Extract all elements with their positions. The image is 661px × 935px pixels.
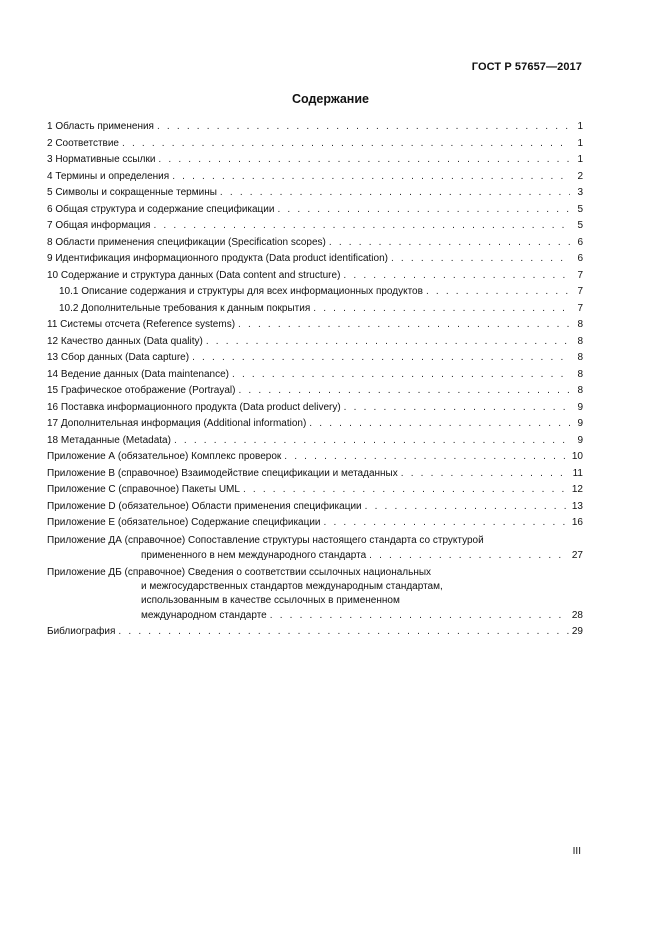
toc-entry[interactable] bbox=[47, 367, 583, 384]
dot-leader bbox=[220, 185, 570, 202]
toc-entry[interactable] bbox=[47, 152, 583, 169]
toc-entry[interactable] bbox=[47, 334, 583, 351]
toc-title: Содержание bbox=[291, 92, 369, 106]
dot-leader bbox=[365, 499, 569, 516]
toc-entry-label: Приложение В (справочное) Взаимодействие спецификации и метаданных bbox=[47, 467, 398, 479]
toc-entry-label: Приложение ДБ (справочное) Сведения о соответствии ссылочных национальных bbox=[47, 566, 432, 578]
toc-entry-label: Приложение С (справочное) Пакеты UML bbox=[47, 484, 240, 495]
toc-subentry[interactable] bbox=[47, 301, 583, 318]
toc-entry[interactable] bbox=[47, 268, 583, 285]
toc-entry-annex[interactable] bbox=[47, 499, 583, 516]
dot-leader bbox=[243, 482, 569, 499]
toc-entry-page: 9 bbox=[577, 434, 583, 446]
toc-entry-label: Приложение Е (обязательное) Содержание спецификации bbox=[47, 517, 321, 528]
toc-entry-page: 10 bbox=[571, 451, 583, 462]
toc-entry-label: 17 Дополнительная информация (Additional information) bbox=[47, 418, 307, 429]
toc-entry-label: 9 Идентификация информационного продукта (Data product identification) bbox=[47, 253, 388, 264]
toc-entry-page: 27 bbox=[571, 549, 583, 561]
toc-entry-page: 8 bbox=[577, 319, 583, 330]
toc-entry-annex[interactable] bbox=[47, 449, 583, 466]
dot-leader bbox=[426, 284, 570, 301]
toc-entry-label: 1 Область применения bbox=[47, 121, 154, 132]
toc-entry-annex-db[interactable] bbox=[47, 566, 583, 624]
toc-entry-page: 1 bbox=[577, 121, 583, 132]
toc-entry-label: 16 Поставка информационного продукта (Data product delivery) bbox=[47, 401, 341, 413]
toc-entry[interactable] bbox=[47, 400, 583, 417]
dot-leader bbox=[329, 235, 570, 252]
toc-entry-label: 10 Содержание и структура данных (Data content and structure) bbox=[47, 269, 341, 281]
toc-entry-label: Приложение D (обязательное) Области применения спецификации bbox=[47, 500, 362, 512]
toc-entry[interactable] bbox=[47, 416, 583, 433]
toc-entry[interactable] bbox=[47, 136, 583, 153]
toc-entry[interactable] bbox=[47, 251, 583, 268]
toc-entry-page: 7 bbox=[577, 302, 583, 314]
toc-entry-page: 5 bbox=[577, 203, 583, 215]
toc-entry-page: 2 bbox=[577, 170, 583, 182]
toc-entry-label: 6 Общая структура и содержание спецификации bbox=[47, 203, 275, 215]
toc-entry-page: 8 bbox=[577, 335, 583, 347]
dot-leader bbox=[192, 350, 570, 367]
toc-entry-label: 5 Символы и сокращенные термины bbox=[47, 187, 217, 198]
toc-entry-page: 12 bbox=[571, 484, 583, 495]
dot-leader bbox=[118, 624, 568, 641]
toc-entry[interactable] bbox=[47, 218, 583, 235]
toc-entry-label: 11 Системы отсчета (Reference systems) bbox=[47, 319, 236, 330]
dot-leader bbox=[174, 433, 570, 450]
toc-entry-annex[interactable] bbox=[47, 515, 583, 532]
toc-entry[interactable] bbox=[47, 317, 583, 334]
dot-leader bbox=[153, 218, 570, 235]
toc-entry-page: 8 bbox=[577, 385, 583, 396]
toc-entry-label: и межгосударственных стандартов международным стандартам, bbox=[141, 580, 443, 592]
toc-entry-annex-da[interactable] bbox=[47, 534, 583, 564]
toc-entry-label: 18 Метаданные (Metadata) bbox=[47, 434, 171, 446]
dot-leader bbox=[206, 334, 570, 351]
table-of-contents bbox=[47, 119, 583, 640]
toc-entry-page: 6 bbox=[577, 236, 583, 248]
toc-entry-label: 14 Ведение данных (Data maintenance) bbox=[47, 368, 229, 380]
dot-leader bbox=[172, 169, 570, 186]
toc-entry-page: 9 bbox=[577, 418, 583, 429]
toc-entry-page: 28 bbox=[571, 609, 583, 621]
toc-entry-label: Приложение ДА (справочное) Сопоставление структуры настоящего стандарта со структурой bbox=[47, 534, 484, 546]
toc-entry-label: 3 Нормативные ссылки bbox=[47, 154, 156, 165]
dot-leader bbox=[369, 548, 569, 564]
dot-leader bbox=[309, 416, 570, 433]
dot-leader bbox=[344, 400, 570, 417]
toc-entry-page: 9 bbox=[577, 401, 583, 413]
toc-entry-label: 12 Качество данных (Data quality) bbox=[47, 335, 203, 347]
dot-leader bbox=[391, 251, 570, 268]
toc-entry[interactable] bbox=[47, 350, 583, 367]
dot-leader bbox=[401, 466, 570, 483]
toc-entry[interactable] bbox=[47, 235, 583, 252]
toc-entry-page: 16 bbox=[571, 517, 583, 528]
toc-entry-page: 13 bbox=[571, 500, 583, 512]
toc-entry-page: 3 bbox=[577, 187, 583, 198]
toc-entry-page: 8 bbox=[577, 368, 583, 380]
toc-entry-label: примененного в нем международного стандарта bbox=[141, 549, 367, 561]
toc-entry-bibliography[interactable] bbox=[47, 624, 583, 641]
toc-entry[interactable] bbox=[47, 383, 583, 400]
toc-entry-page: 8 bbox=[577, 352, 583, 363]
toc-entry-label: использованным в качестве ссылочных в примененном bbox=[141, 594, 400, 606]
toc-entry-label: 13 Сбор данных (Data capture) bbox=[47, 352, 190, 363]
dot-leader bbox=[238, 383, 570, 400]
toc-entry-label: 4 Термины и определения bbox=[47, 170, 170, 182]
toc-entry[interactable] bbox=[47, 433, 583, 450]
dot-leader bbox=[270, 608, 569, 624]
dot-leader bbox=[238, 317, 570, 334]
dot-leader bbox=[324, 515, 569, 532]
dot-leader bbox=[122, 136, 570, 153]
dot-leader bbox=[284, 449, 569, 466]
toc-entry-annex[interactable] bbox=[47, 466, 583, 483]
dot-leader bbox=[343, 268, 570, 285]
toc-entry[interactable] bbox=[47, 185, 583, 202]
toc-entry-page: 7 bbox=[577, 269, 583, 281]
toc-entry-page: 6 bbox=[577, 253, 583, 264]
dot-leader bbox=[313, 301, 570, 318]
toc-entry-label: 7 Общая информация bbox=[47, 220, 151, 231]
toc-entry-page: 5 bbox=[577, 220, 583, 231]
dot-leader bbox=[158, 152, 570, 169]
toc-entry-label: Приложение А (обязательное) Комплекс проверок bbox=[47, 451, 282, 462]
toc-subentry[interactable] bbox=[47, 284, 583, 301]
toc-entry[interactable] bbox=[47, 119, 583, 136]
toc-entry-label: 10.2 Дополнительные требования к данным покрытия bbox=[59, 302, 311, 314]
toc-entry-label: Библиография bbox=[47, 625, 116, 637]
dot-leader bbox=[232, 367, 570, 384]
toc-entry-page: 7 bbox=[577, 286, 583, 297]
page-number: III bbox=[572, 846, 581, 857]
dot-leader bbox=[277, 202, 570, 219]
toc-entry-page: 1 bbox=[577, 137, 583, 149]
toc-entry-label: 15 Графическое отображение (Portrayal) bbox=[47, 385, 236, 396]
toc-entry-annex[interactable] bbox=[47, 482, 583, 499]
toc-entry[interactable] bbox=[47, 202, 583, 219]
dot-leader bbox=[157, 119, 570, 136]
toc-entry[interactable] bbox=[47, 169, 583, 186]
document-code: ГОСТ Р 57657—2017 bbox=[471, 61, 582, 73]
toc-entry-page: 11 bbox=[572, 467, 583, 479]
toc-entry-label: 2 Соответствие bbox=[47, 137, 119, 149]
toc-entry-page: 29 bbox=[571, 625, 583, 637]
toc-entry-label: международном стандарте bbox=[141, 609, 267, 621]
toc-entry-page: 1 bbox=[577, 154, 583, 165]
toc-entry-label: 10.1 Описание содержания и структуры для всех информационных продуктов bbox=[59, 286, 423, 297]
toc-entry-label: 8 Области применения спецификации (Specification scopes) bbox=[47, 236, 326, 248]
